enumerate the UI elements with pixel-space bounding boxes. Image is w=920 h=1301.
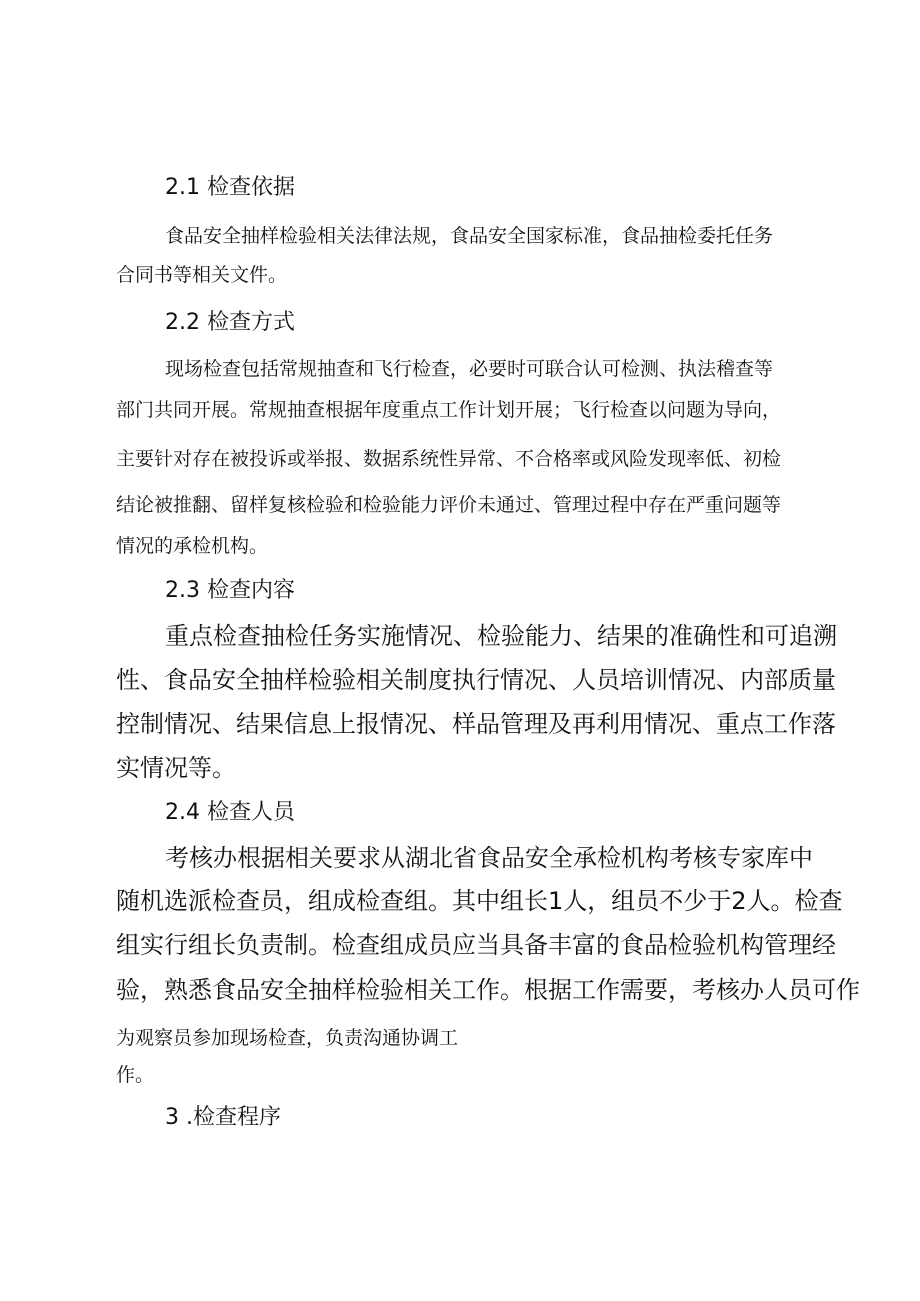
- paragraph-line: 食品安全抽样检验相关法律法规，食品安全国家标准，食品抽检委托任务: [165, 225, 774, 247]
- paragraph-line: 部门共同开展。常规抽查根据年度重点工作计划开展；飞行检查以问题为导向，: [116, 399, 782, 421]
- paragraph-line: 组实行组长负责制。检查组成员应当具备丰富的食品检验机构管理经: [116, 931, 836, 959]
- paragraph-line: 为观察员参加现场检查，负责沟通协调工: [116, 1027, 459, 1049]
- paragraph-line: 主要针对存在被投诉或举报、数据系统性异常、不合格率或风险发现率低、初检: [116, 448, 782, 470]
- section-heading-2-3: 2.3 检查内容: [165, 578, 295, 603]
- section-heading-2-1: 2.1 检查依据: [165, 175, 295, 200]
- paragraph-line: 随机选派检查员，组成检查组。其中组长1人，组员不少于2人。检查: [116, 887, 843, 915]
- paragraph-line: 作。: [116, 1064, 155, 1086]
- paragraph-line: 验，熟悉食品安全抽样检验相关工作。根据工作需要，考核办人员可作: [116, 976, 860, 1004]
- section-heading-3: 3 .检查程序: [165, 1105, 281, 1130]
- paragraph-line: 性、食品安全抽样检验相关制度执行情况、人员培训情况、内部质量: [116, 666, 836, 694]
- section-heading-2-4: 2.4 检查人员: [165, 800, 295, 825]
- paragraph-line: 情况的承检机构。: [116, 535, 269, 557]
- paragraph-line: 控制情况、结果信息上报情况、样品管理及再利用情况、重点工作落: [116, 710, 836, 738]
- paragraph-line: 考核办根据相关要求从湖北省食品安全承检机构考核专家库中: [165, 844, 813, 872]
- paragraph-line: 实情况等。: [116, 754, 236, 782]
- paragraph-line: 合同书等相关文件。: [116, 264, 288, 286]
- paragraph-line: 重点检查抽检任务实施情况、检验能力、结果的准确性和可追溯: [165, 622, 837, 650]
- paragraph-line: 结论被推翻、留样复核检验和检验能力评价未通过、管理过程中存在严重问题等: [116, 494, 782, 516]
- paragraph-line: 现场检查包括常规抽查和飞行检查，必要时可联合认可检测、执法稽查等: [165, 358, 774, 380]
- section-heading-2-2: 2.2 检查方式: [165, 310, 295, 335]
